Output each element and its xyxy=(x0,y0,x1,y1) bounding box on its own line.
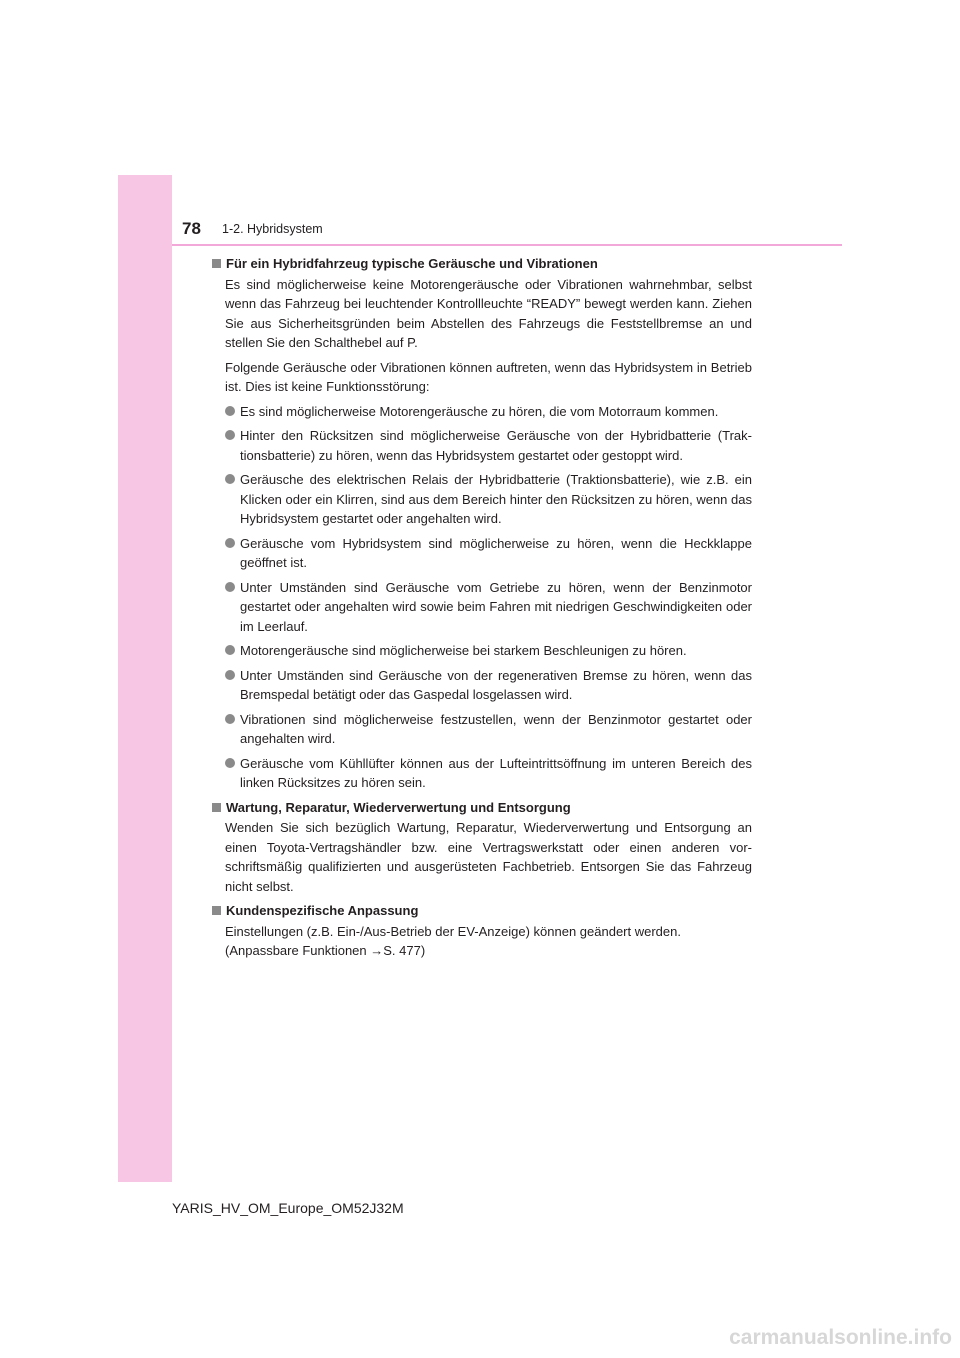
heading-text: Für ein Hybridfahrzeug typische Geräusche und Vibrationen xyxy=(226,256,598,271)
page-content xyxy=(212,254,752,966)
paragraph: Folgende Geräusche oder Vibrationen können auftreten, wenn das Hybridsystem in Betrieb ist. Dies ist keine Funktionsstörung: xyxy=(225,359,752,394)
section-title: 1-2. Hybridsystem xyxy=(222,222,323,236)
circle-bullet-icon xyxy=(225,406,235,416)
circle-bullet-icon xyxy=(225,430,235,440)
section-heading xyxy=(212,798,752,818)
header-rule xyxy=(172,244,842,246)
circle-bullet-icon xyxy=(225,758,235,768)
page-number: 78 xyxy=(182,219,201,238)
page-reference-link[interactable]: (Anpassbare Funktionen →S. 477) xyxy=(225,943,426,958)
section-customization xyxy=(212,901,752,961)
watermark: carmanualsonline.info xyxy=(729,1326,952,1349)
list-item-text: Geräusche des elektrischen Relais der Hybridbatterie (Traktionsbatterie), wie z.B. ein Klicken oder ein Klirren, sind aus dem Bereich hinter den Rücksitzen zu hören, wenn das Hybridsystem gestartet oder angehalten wird. xyxy=(240,472,752,526)
heading-text: Kundenspezifische Anpassung xyxy=(226,903,419,918)
list-item xyxy=(225,710,752,749)
text-line: Einstellungen (z.B. Ein-/Aus-Betrieb der EV-Anzeige) können geändert werden. xyxy=(225,923,681,939)
list-item-text: Geräusche vom Hybridsystem sind möglicherweise zu hören, wenn die Heckklappe geöffnet ist. xyxy=(240,535,752,570)
circle-bullet-icon xyxy=(225,538,235,548)
list-item-text: Vibrationen sind möglicherweise festzustellen, wenn der Benzinmotor gestartet oder angehalten wird. xyxy=(240,711,752,746)
list-item-text: Motorengeräusche sind möglicherweise bei starkem Beschleunigen zu hören. xyxy=(240,643,687,658)
list-item xyxy=(225,470,752,529)
circle-bullet-icon xyxy=(225,582,235,592)
list-item xyxy=(225,641,752,661)
circle-bullet-icon xyxy=(225,645,235,655)
paragraph xyxy=(225,922,752,961)
heading-text: Wartung, Reparatur, Wiederverwertung und Entsorgung xyxy=(226,799,571,815)
section-heading xyxy=(212,254,752,274)
circle-bullet-icon xyxy=(225,670,235,680)
list-item-text: Unter Umständen sind Geräusche vom Getriebe zu hören, wenn der Benzinmotor gestartet oder angehalten wird sowie beim Fahren mit niedrigen Geschwindigkeiten oder im Leerlauf. xyxy=(240,579,752,634)
document-id-footer: YARIS_HV_OM_Europe_OM52J32M xyxy=(172,1200,404,1216)
list-item-text: Geräusche vom Kühllüfter können aus der Lufteintrittsöffnung im unteren Bereich des linken Rücksitzes zu hören sein. xyxy=(240,755,752,790)
section-heading xyxy=(212,901,752,921)
circle-bullet-icon xyxy=(225,474,235,484)
square-bullet-icon xyxy=(212,906,221,915)
list-item-text: Unter Umständen sind Geräusche von der regenerativen Bremse zu hören, wenn das Bremspedal betätigt oder das Gaspedal losgelassen wird. xyxy=(240,667,752,702)
list-item xyxy=(225,754,752,793)
square-bullet-icon xyxy=(212,803,221,812)
section-noises xyxy=(212,254,752,793)
list-item xyxy=(225,426,752,465)
paragraph: Es sind möglicherweise keine Motorengeräusche oder Vibrationen wahrnehmbar, selbst wenn das Fahrzeug bei leuchtender Kontrollleuchte “READY” bewegt werden kann. Ziehen Sie aus Sicherheitsgründen beim Abstellen des Fahrzeugs die Feststellbremse an und stellen Sie den Schalthebel auf P. xyxy=(225,276,752,350)
list-item-text: Es sind möglicherweise Motorengeräusche zu hören, die vom Motorraum kommen. xyxy=(240,403,719,419)
square-bullet-icon xyxy=(212,259,221,268)
list-item-text: Hinter den Rücksitzen sind möglicherweise Geräusche von der Hybridbatterie (Traktionsbatterie) zu hören, wenn das Hybridsystem gestartet oder gestoppt wird. xyxy=(240,428,752,463)
circle-bullet-icon xyxy=(225,714,235,724)
list-item xyxy=(225,402,752,422)
list-item xyxy=(225,578,752,637)
paragraph: Wenden Sie sich bezüglich Wartung, Reparatur, Wiederverwertung und Entsorgung an einen Toyota-Vertragshändler bzw. eine Vertragswerkstatt oder einen anderen vorschriftsmäßig qualifizierten und ausgerüsteten Fachbetrieb. Entsorgen Sie das Fahrzeug nicht selbst. xyxy=(225,820,752,894)
list-item xyxy=(225,666,752,705)
list-item xyxy=(225,534,752,573)
section-maintenance xyxy=(212,798,752,897)
side-color-band xyxy=(118,175,172,1182)
